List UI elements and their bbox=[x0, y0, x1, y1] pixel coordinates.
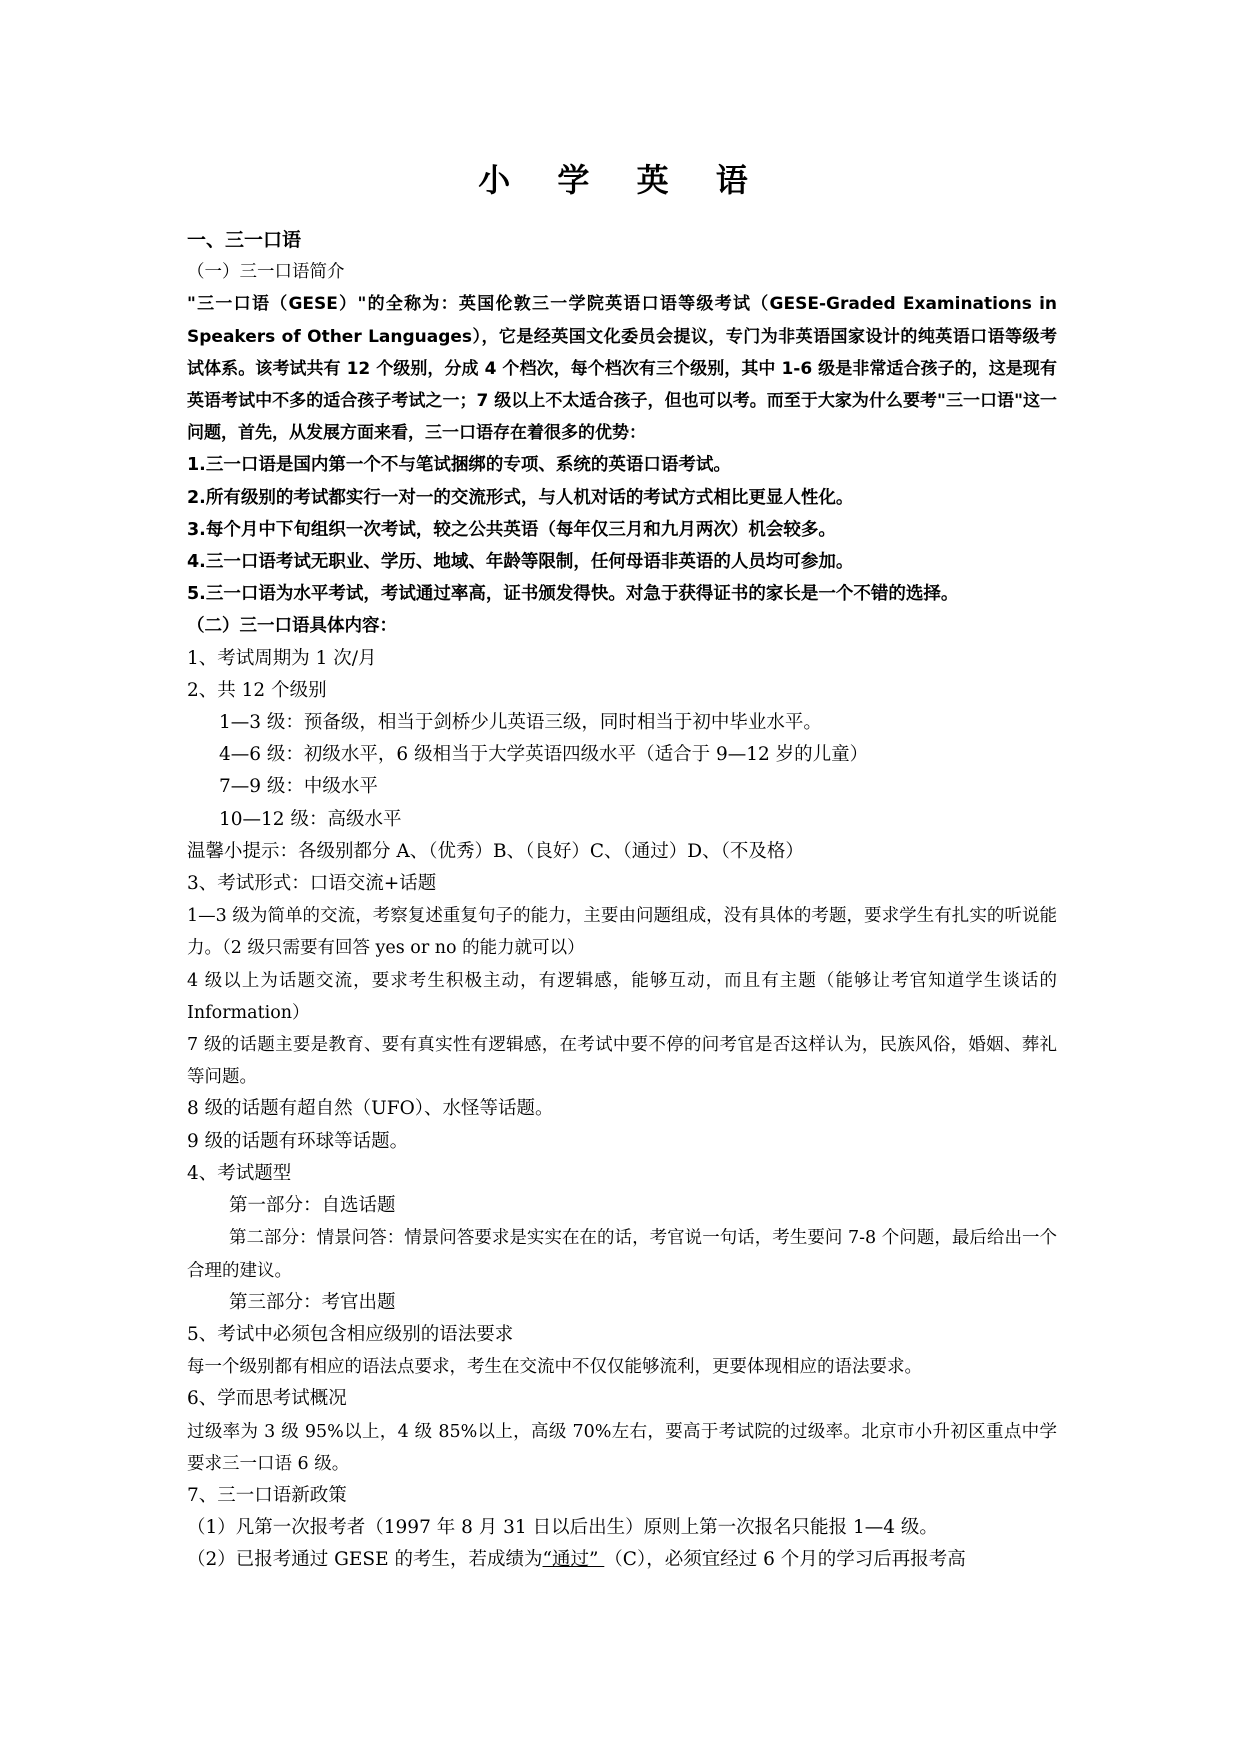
paragraph: 4 级以上为话题交流，要求考生积极主动，有逻辑感，能够互动，而且有主题（能够让考官知道学生谈话的 Information） bbox=[187, 970, 1057, 1023]
tip-line: 温馨小提示：各级别都分 A、（优秀）B、（良好）C、（通过）D、（不及格） bbox=[187, 840, 804, 862]
list-item: 7、三一口语新政策 bbox=[187, 1484, 347, 1506]
list-item: 6、学而思考试概况 bbox=[187, 1388, 347, 1410]
subsection-heading-intro: （一）三一口语简介 bbox=[187, 262, 345, 283]
exam-part: 第二部分：情景问答：情景问答要求是实实在在的话，考官说一句话，考生要问 7-8 个问题，最后给出一个合理的建议。 bbox=[187, 1228, 1057, 1281]
intro-paragraph: "三一口语（GESE）"的全称为：英国伦敦三一学院英语口语等级考试（GESE-Graded Examinations in Speakers of Other Languages），它是经英国文化委员会提议，专门为非英语国家设计的纯英语口语等级考试体系。该考试共有 12 个级别，分成 4 个档次，每个档次有三个级别，其中 1-6 级是非常适合孩子的，这是现有英语考试中不多的适合孩子考试之一；7 级以上不太适合孩子，但也可以考。而至于大家为什么要考"三一口语"这一问题，首先，从发展方面来看，三一口语存在着很多的优势： bbox=[187, 294, 1057, 444]
level-item: 10—12 级：高级水平 bbox=[219, 808, 402, 830]
level-item: 7—9 级：中级水平 bbox=[219, 776, 378, 798]
advantage-item: 1.三一口语是国内第一个不与笔试捆绑的专项、系统的英语口语考试。 bbox=[187, 455, 731, 476]
advantage-item: 2.所有级别的考试都实行一对一的交流形式，与人机对话的考试方式相比更显人性化。 bbox=[187, 487, 854, 508]
policy-text: （2）已报考通过 GESE 的考生，若成绩为 bbox=[187, 1549, 543, 1571]
list-item: 2、共 12 个级别 bbox=[187, 679, 327, 701]
section-heading: 一、三一口语 bbox=[187, 229, 302, 251]
advantage-item: 5.三一口语为水平考试，考试通过率高，证书颁发得快。对急于获得证书的家长是一个不错的选择。 bbox=[187, 584, 959, 605]
advantage-item: 3.每个月中下旬组织一次考试，较之公共英语（每年仅三月和九月两次）机会较多。 bbox=[187, 519, 836, 540]
exam-part: 第一部分：自选话题 bbox=[229, 1195, 396, 1217]
paragraph: 8 级的话题有超自然（UFO）、水怪等话题。 bbox=[187, 1098, 554, 1120]
page-title: 小 学 英 语 bbox=[478, 161, 766, 199]
subsection-heading-content: （二）三一口语具体内容： bbox=[187, 616, 397, 637]
advantage-item: 4.三一口语考试无职业、学历、地域、年龄等限制，任何母语非英语的人员均可参加。 bbox=[187, 552, 854, 573]
exam-part: 第三部分：考官出题 bbox=[229, 1291, 396, 1313]
paragraph: 过级率为 3 级 95%以上，4 级 85%以上，高级 70%左右，要高于考试院的过级率。北京市小升初区重点中学要求三一口语 6 级。 bbox=[187, 1421, 1057, 1474]
underlined-text: “通过” bbox=[542, 1549, 605, 1571]
list-item: 4、考试题型 bbox=[187, 1162, 292, 1184]
list-item: 1、考试周期为 1 次/月 bbox=[187, 647, 377, 669]
paragraph: 1—3 级为简单的交流，考察复述重复句子的能力，主要由问题组成，没有具体的考题，要求学生有扎实的听说能力。（2 级只需要有回答 yes or no 的能力就可以） bbox=[187, 906, 1057, 959]
document-body bbox=[187, 158, 1057, 1577]
policy-text: （C），必须宜经过 6 个月的学习后再报考高 bbox=[604, 1549, 966, 1571]
list-item: 5、考试中必须包含相应级别的语法要求 bbox=[187, 1323, 514, 1345]
paragraph: 7 级的话题主要是教育、要有真实性有逻辑感，在考试中要不停的问考官是否这样认为，民族风俗，婚姻、葬礼等问题。 bbox=[187, 1035, 1057, 1088]
list-item: 3、考试形式：口语交流+话题 bbox=[187, 873, 437, 895]
policy-item bbox=[187, 1544, 1057, 1576]
level-item: 1—3 级：预备级，相当于剑桥少儿英语三级，同时相当于初中毕业水平。 bbox=[219, 712, 822, 734]
policy-item: （1）凡第一次报考者（1997 年 8 月 31 日以后出生）原则上第一次报名只能报 1—4 级。 bbox=[187, 1517, 938, 1539]
level-item: 4—6 级：初级水平，6 级相当于大学英语四级水平（适合于 9—12 岁的儿童） bbox=[219, 744, 869, 766]
paragraph: 9 级的话题有环球等话题。 bbox=[187, 1130, 409, 1152]
paragraph: 每一个级别都有相应的语法点要求，考生在交流中不仅仅能够流利，更要体现相应的语法要求。 bbox=[187, 1357, 922, 1378]
